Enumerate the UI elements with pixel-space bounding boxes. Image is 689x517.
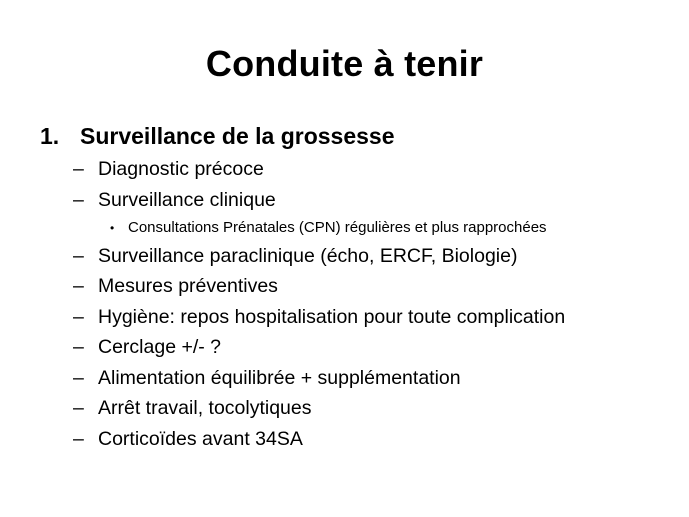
list-item: [73, 156, 264, 182]
slide-title: Conduite à tenir: [205, 43, 484, 84]
list-item-text: Surveillance clinique: [98, 189, 276, 211]
sub-list-item: [110, 217, 547, 239]
list-item-text: Arrêt travail, tocolytiques: [98, 397, 312, 419]
dash-bullet: –: [73, 245, 84, 267]
list-item: [73, 365, 461, 391]
section-heading-text: Surveillance de la grossesse: [80, 123, 395, 149]
list-item: [73, 334, 221, 360]
list-item: [73, 426, 303, 452]
section-heading: [40, 120, 395, 152]
dash-bullet: –: [73, 367, 84, 389]
list-item-text: Surveillance paraclinique (écho, ERCF, Biologie): [98, 245, 518, 267]
list-item-text: Alimentation équilibrée + supplémentation: [98, 367, 461, 389]
list-item-text: Hygiène: repos hospitalisation pour toute complication: [98, 306, 566, 328]
list-item: [73, 395, 312, 421]
dash-bullet: –: [73, 428, 84, 450]
dash-bullet: –: [73, 189, 84, 211]
list-item: [73, 273, 278, 299]
list-item-text: Corticoïdes avant 34SA: [98, 428, 303, 450]
list-item-text: Mesures préventives: [98, 275, 278, 297]
dash-bullet: –: [73, 397, 84, 419]
dot-bullet: •: [110, 221, 115, 235]
list-item: [73, 243, 517, 269]
dash-bullet: –: [73, 306, 84, 328]
list-item: [73, 304, 565, 330]
dash-bullet: –: [73, 275, 84, 297]
sub-list-item-text: Consultations Prénatales (CPN) régulières et plus rapprochées: [128, 219, 547, 236]
dash-bullet: –: [73, 336, 84, 358]
list-item-text: Diagnostic précoce: [98, 158, 264, 180]
list-item-text: Cerclage +/- ?: [98, 336, 222, 358]
section-number: 1.: [40, 123, 60, 149]
dash-bullet: –: [73, 158, 84, 180]
list-item: [73, 187, 276, 213]
